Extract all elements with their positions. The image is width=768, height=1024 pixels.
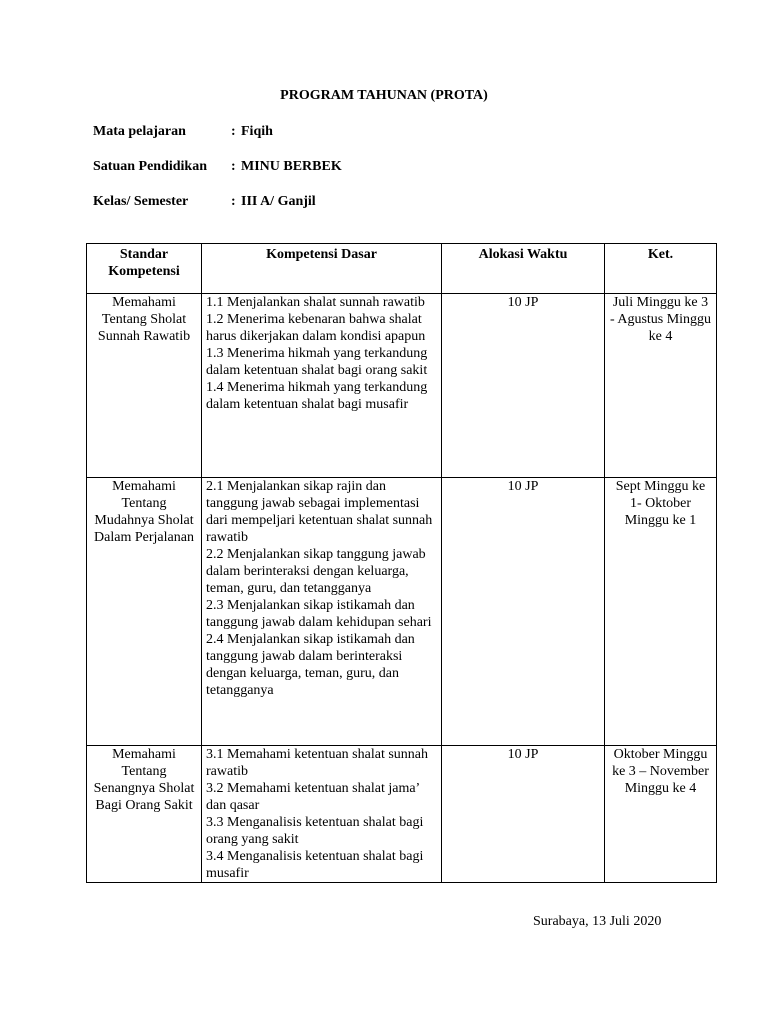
kd-item: 1.3 Menerima hikmah yang terkandung dalam ketentuan shalat bagi orang sakit xyxy=(206,346,428,378)
kd-item: 2.4 Menjalankan sikap istikamah dan tanggung jawab dalam berinteraksi dengan keluarga, teman, guru, dan tetangganya xyxy=(206,632,415,698)
kd-item: 1.2 Menerima kebenaran bahwa shalat harus dikerjakan dalam kondisi apapun xyxy=(206,312,426,344)
field-label: Kelas/ Semester xyxy=(93,194,189,209)
cell-kompetensi-dasar xyxy=(202,294,442,478)
kd-item: 2.1 Menjalankan sikap rajin dan tanggung jawab sebagai implementasi dari mempeljari ketentuan shalat sunnah rawatib xyxy=(206,479,433,545)
field-mata-pelajaran xyxy=(93,124,273,140)
kd-item: 3.4 Menganalisis ketentuan shalat bagi musafir xyxy=(206,849,424,881)
table-header-row xyxy=(87,244,717,294)
cell-kompetensi-dasar xyxy=(202,746,442,883)
field-value: Fiqih xyxy=(241,124,273,139)
field-kelas-semester xyxy=(93,194,316,210)
document-title: PROGRAM TAHUNAN (PROTA) xyxy=(280,88,488,103)
cell-standar-kompetensi: Memahami Tentang Senangnya Sholat Bagi Orang Sakit xyxy=(87,746,202,883)
prota-table xyxy=(86,243,717,883)
kd-item: 3.3 Menganalisis ketentuan shalat bagi orang yang sakit xyxy=(206,815,424,847)
table-row xyxy=(87,478,717,746)
cell-ket: Oktober Minggu ke 3 – November Minggu ke 4 xyxy=(605,746,717,883)
cell-kompetensi-dasar xyxy=(202,478,442,746)
kd-item: 1.1 Menjalankan shalat sunnah rawatib xyxy=(206,295,425,310)
header-standar-kompetensi: Standar Kompetensi xyxy=(87,244,202,294)
field-value: III A/ Ganjil xyxy=(241,194,316,209)
cell-standar-kompetensi: Memahami Tentang Sholat Sunnah Rawatib xyxy=(87,294,202,478)
field-satuan-pendidikan xyxy=(93,159,342,175)
header-ket: Ket. xyxy=(605,244,717,294)
cell-ket: Juli Minggu ke 3 - Agustus Minggu ke 4 xyxy=(605,294,717,478)
kd-item: 2.3 Menjalankan sikap istikamah dan tanggung jawab dalam kehidupan sehari xyxy=(206,598,432,630)
kd-item: 3.1 Memahami ketentuan shalat sunnah rawatib xyxy=(206,747,428,779)
field-value: MINU BERBEK xyxy=(241,159,342,174)
field-separator: : xyxy=(231,194,236,209)
kd-item: 2.2 Menjalankan sikap tanggung jawab dalam berinteraksi dengan keluarga, teman, guru, dan tetangganya xyxy=(206,547,426,596)
kd-item: 1.4 Menerima hikmah yang terkandung dalam ketentuan shalat bagi musafir xyxy=(206,380,428,412)
header-kompetensi-dasar: Kompetensi Dasar xyxy=(202,244,442,294)
field-separator: : xyxy=(231,124,236,139)
kd-item: 3.2 Memahami ketentuan shalat jama’ dan qasar xyxy=(206,781,420,813)
table-row xyxy=(87,294,717,478)
cell-alokasi-waktu: 10 JP xyxy=(442,746,605,883)
field-separator: : xyxy=(231,159,236,174)
cell-alokasi-waktu: 10 JP xyxy=(442,478,605,746)
table-row xyxy=(87,746,717,883)
document-footer-date: Surabaya, 13 Juli 2020 xyxy=(533,914,662,929)
field-label: Mata pelajaran xyxy=(93,124,186,139)
cell-ket: Sept Minggu ke 1- Oktober Minggu ke 1 xyxy=(605,478,717,746)
cell-standar-kompetensi: Memahami Tentang Mudahnya Sholat Dalam Perjalanan xyxy=(87,478,202,746)
field-label: Satuan Pendidikan xyxy=(93,159,207,174)
cell-alokasi-waktu: 10 JP xyxy=(442,294,605,478)
header-alokasi-waktu: Alokasi Waktu xyxy=(442,244,605,294)
